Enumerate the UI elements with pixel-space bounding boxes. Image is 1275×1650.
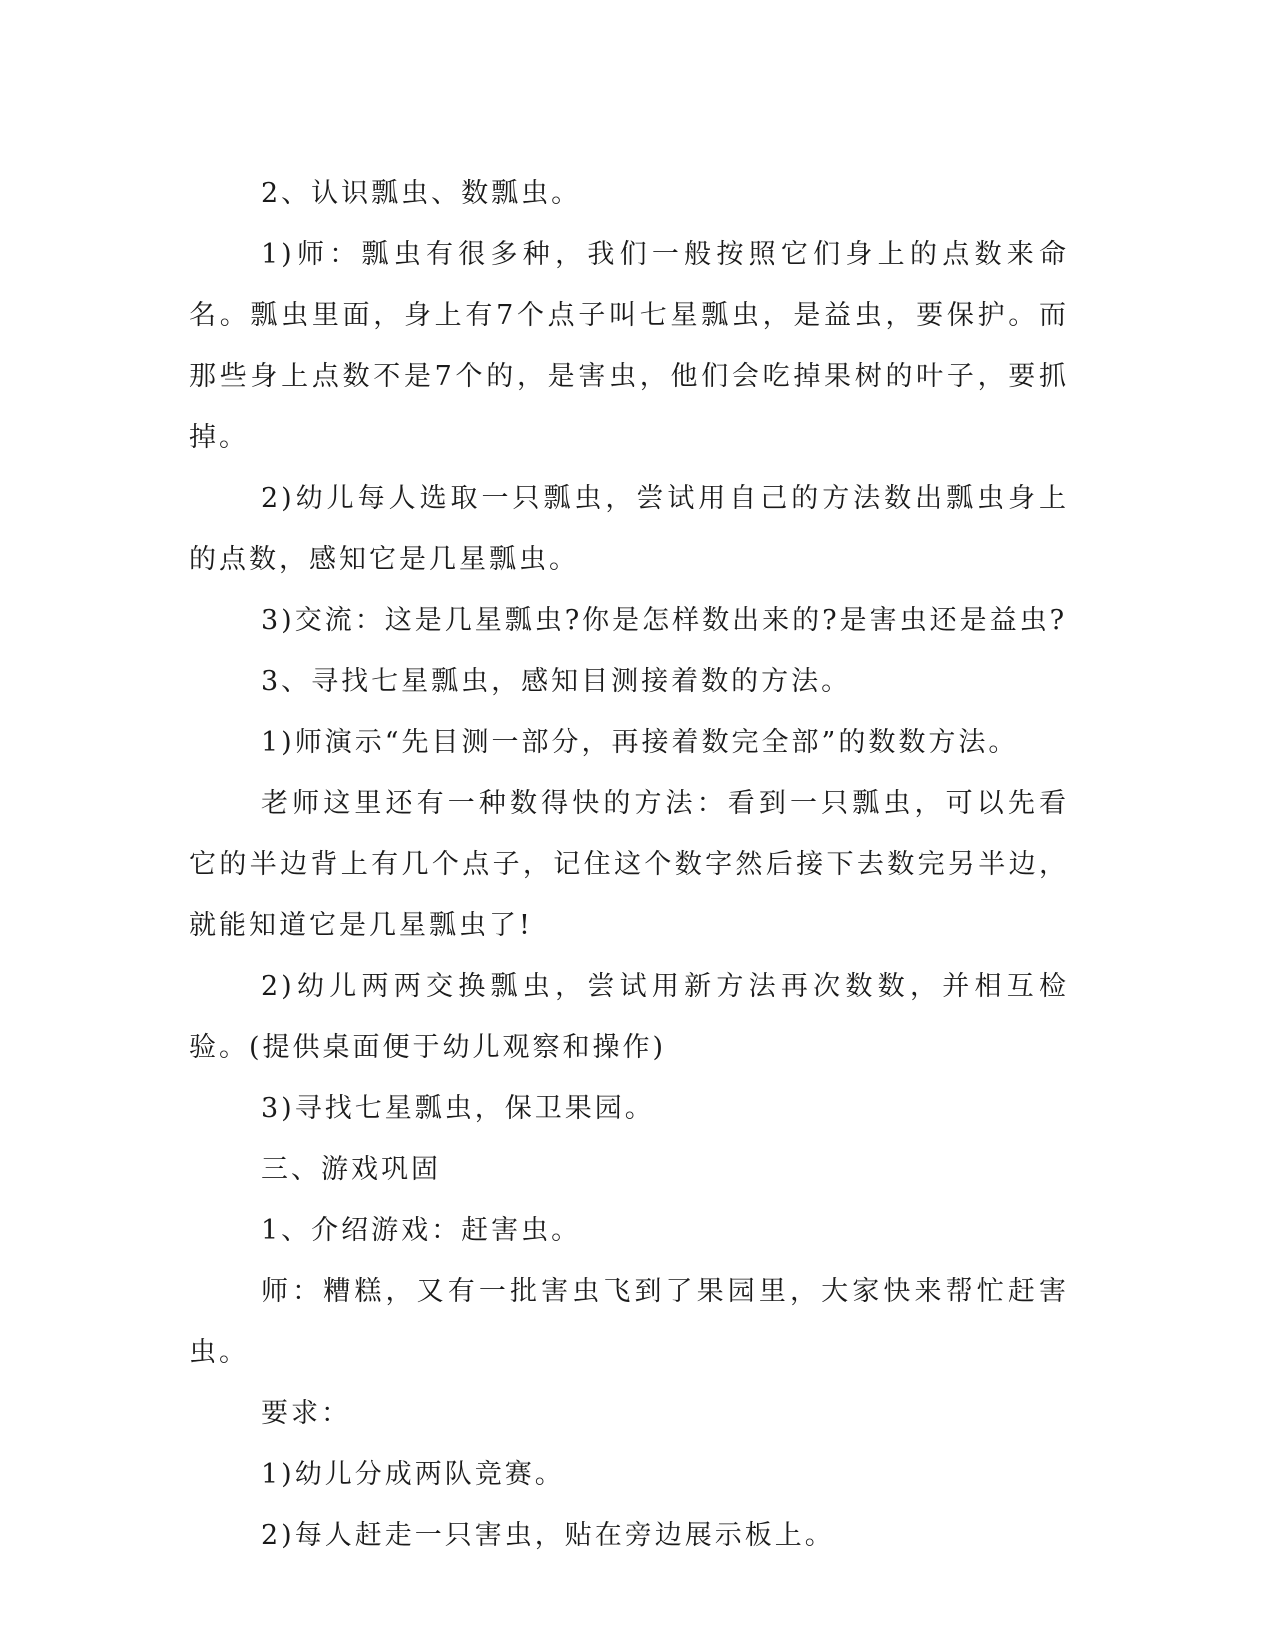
paragraph: 1)师演示“先目测一部分，再接着数完全部”的数数方法。 — [261, 727, 1019, 758]
document-body — [189, 163, 1069, 1566]
paragraph: 老师这里还有一种数得快的方法：看到一只瓢虫，可以先看它的半边背上有几个点子，记住这个数字然后接下去数完另半边，就能知道它是几星瓢虫了! — [189, 788, 1069, 941]
paragraph: 3)寻找七星瓢虫，保卫果园。 — [261, 1093, 655, 1124]
paragraph: 3、寻找七星瓢虫，感知目测接着数的方法。 — [261, 666, 852, 697]
paragraph: 2、认识瓢虫、数瓢虫。 — [261, 178, 582, 209]
section-heading: 三、游戏巩固 — [261, 1154, 441, 1185]
paragraph: 1、介绍游戏：赶害虫。 — [261, 1215, 582, 1246]
paragraph: 3)交流：这是几星瓢虫?你是怎样数出来的?是害虫还是益虫? — [261, 605, 1068, 636]
paragraph: 2)幼儿两两交换瓢虫，尝试用新方法再次数数，并相互检验。(提供桌面便于幼儿观察和操作) — [189, 971, 1069, 1063]
paragraph: 要求： — [261, 1398, 351, 1429]
paragraph: 2)每人赶走一只害虫，贴在旁边展示板上。 — [261, 1520, 835, 1551]
paragraph: 1)师：瓢虫有很多种，我们一般按照它们身上的点数来命名。瓢虫里面，身上有7个点子叫七星瓢虫，是益虫，要保护。而那些身上点数不是7个的，是害虫，他们会吃掉果树的叶子，要抓掉。 — [189, 239, 1069, 453]
paragraph: 1)幼儿分成两队竞赛。 — [261, 1459, 565, 1490]
paragraph: 2)幼儿每人选取一只瓢虫，尝试用自己的方法数出瓢虫身上的点数，感知它是几星瓢虫。 — [189, 483, 1069, 575]
paragraph: 师：糟糕，又有一批害虫飞到了果园里，大家快来帮忙赶害虫。 — [189, 1276, 1069, 1368]
